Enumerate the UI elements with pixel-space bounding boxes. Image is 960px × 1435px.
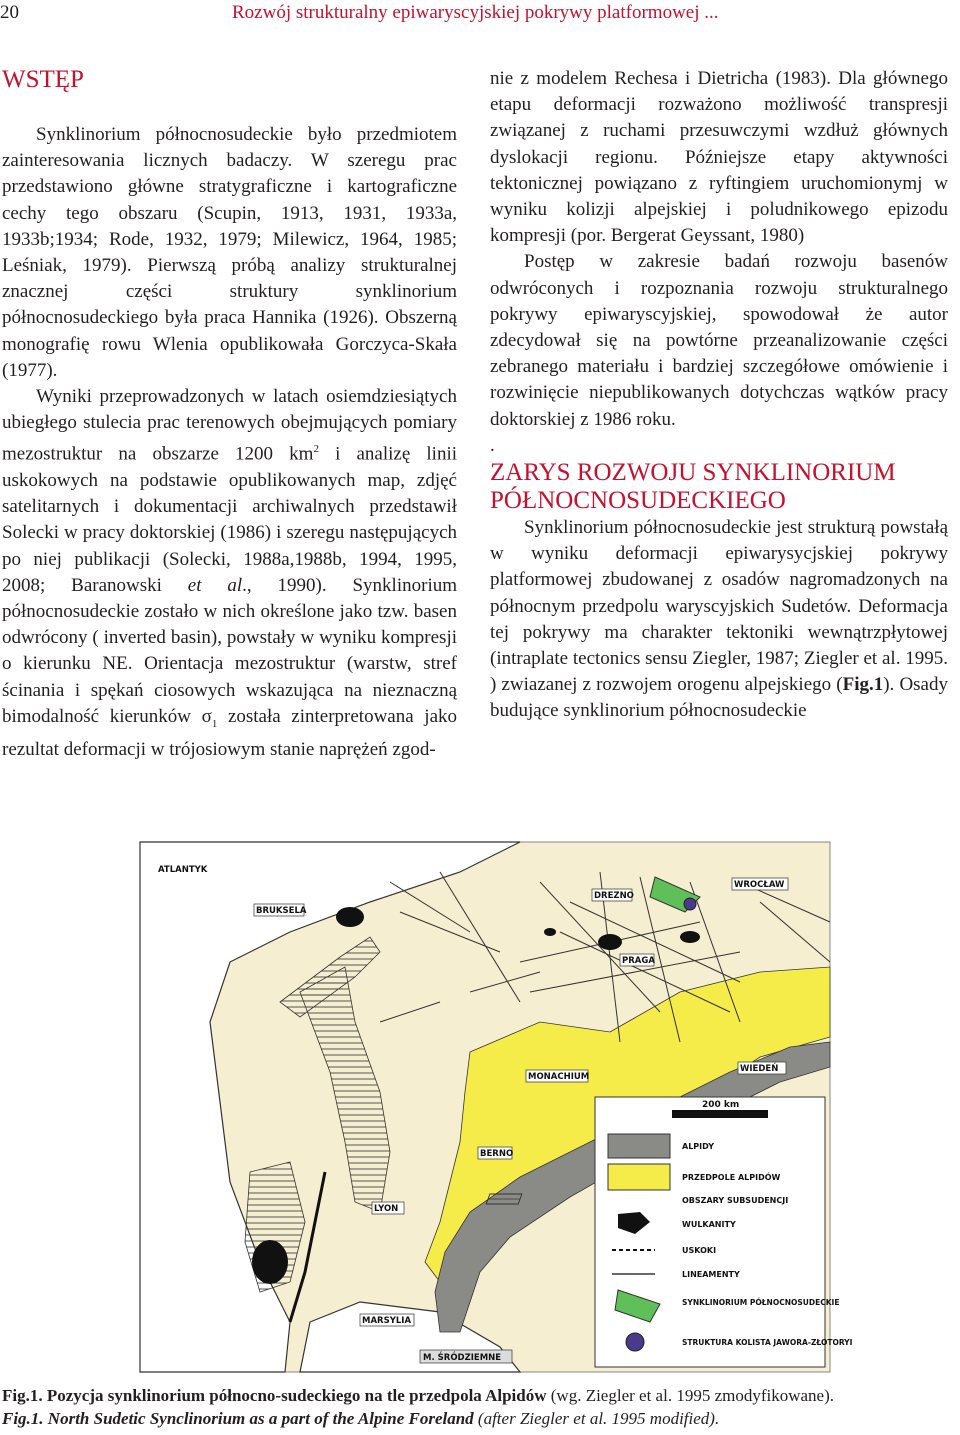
label-marsylia: MARSYLIA [362, 1316, 412, 1326]
label-wieden: WIEDEŃ [740, 1064, 779, 1074]
paragraph: Postęp w zakresie badań rozwoju basenów odwróconych i rozpoznania rozwoju strukturalnego pokrywy epiwaryscyjskiej, spowodował że autor zdecydował się na powtórne przeanalizowanie części zebranego materiału i bardziej szczegółowe omówienie i rozwinięcie niepublikowanych dotychczas wątków pracy doktorskiej z 1986 roku. [490, 251, 948, 430]
label-berno: BERNO [480, 1149, 514, 1159]
caption-english: Fig.1. North Sudetic Synclinorium as a part of the Alpine Foreland (after Ziegler et al. 1995 modified). [2, 1409, 720, 1428]
caption-polish: Fig.1. Pozycja synklinorium północno-sudeckiego na tle przedpola Alpidów (wg. Ziegler et al. 1995 zmodyfikowane). [2, 1386, 835, 1405]
section-heading-wstep: WSTĘP [2, 66, 84, 93]
section-heading-zarys: ZARYS ROZWOJU SYNKLINORIUM PÓŁNOCNOSUDECKIEGO [490, 459, 896, 515]
left-column [2, 66, 457, 763]
running-title: Rozwój strukturalny epiwaryscyjskiej pokrywy platformowej ... [232, 2, 719, 23]
svg-text:OBSZARY SUBSUDENCJI: OBSZARY SUBSUDENCJI [682, 1196, 789, 1205]
svg-text:STRUKTURA KOLISTA JAWORA-ZŁOTO: STRUKTURA KOLISTA JAWORA-ZŁOTORYI [682, 1338, 853, 1347]
svg-text:WULKANITY: WULKANITY [682, 1220, 736, 1229]
page-number: 20 [0, 2, 19, 23]
map-svg [140, 842, 853, 1372]
paragraph: nie z modelem Rechesa i Dietricha (1983). Dla głównego etapu deformacji rozważono możliwość transpresji związanej z ruchami przesuwczymi wzdłuż głównych dyslokacji regionu. Późniejsze etapy aktywności tektonicznej powiązano z ryftingiem uruchomionymj w wyniku kolizji alpejskiej i poludnikowego epizodu kompresji (por. Bergerat Geyssant, 1980) [490, 68, 948, 247]
scale-bar [672, 1110, 768, 1118]
label-morze: M. ŚRÓDZIEMNE [423, 1353, 502, 1363]
svg-text:USKOKI: USKOKI [682, 1246, 717, 1255]
svg-text:SYNKLINORIUM PÓŁNOCNOSUDECKIE: SYNKLINORIUM PÓŁNOCNOSUDECKIE [682, 1298, 840, 1307]
figure-caption [2, 1384, 958, 1430]
svg-text:LINEAMENTY: LINEAMENTY [682, 1270, 740, 1279]
label-lyon: LYON [374, 1204, 399, 1214]
svg-text:PRZEDPOLE ALPIDÓW: PRZEDPOLE ALPIDÓW [682, 1173, 781, 1182]
label-drezno: DREZNO [594, 891, 634, 901]
label-praga: PRAGA [622, 956, 655, 966]
label-atlantyk: ATLANTYK [158, 865, 208, 875]
label-monachium: MONACHIUM [528, 1072, 590, 1082]
label-wroclaw: WROCŁAW [734, 880, 785, 890]
right-column [490, 66, 948, 725]
paragraph: Synklinorium północnosudeckie było przedmiotem zainteresowania licznych badaczy. W szeregu prac przedstawiono główne stratygraficzne i kartograficzne cechy tego obszaru (Scupin, 1913, 1931, 1933a, 1933b;1934; Rode, 1932, 1979; Milewicz, 1964, 1985; Leśniak, 1979). Pierwszą próbą analizy strukturalnej znacznej części struktury synklinorium północnosudeckiego była praca Hannika (1926). Obszerną monografię rowu Wlenia opublikowała Gorczyca-Skała (1977). [2, 124, 457, 381]
paragraph: Wyniki przeprowadzonych w latach osiemdziesiątych ubiegłego stulecia prac terenowych obejmujących pomiary mezostruktur na obszarze 1200 $km^2$ i analizę linii uskokowych na podstawie opublikowanych map, zdjęć satelitarnych i dokumentacji archiwalnych przedstawił Solecki w pracy doktorskiej (1986) i szeregu następujących po niej publikacji (Solecki, 1988a,1988b, 1994, 1995, 2008; Baranowski et al., 1990). Synklinorium północnosudeckie zostało w nich określone jako tzw. basen odwrócony ( inverted basin), powstały w wyniku kompresji o kierunku NE. Orientacja mezostruktur (warstw, stref ścinania i spękań ciosowych wskazująca na nieznaczną bimodalność kierunków $\sigma_1$ została zinterpretowana jako rezultat deformacji w trójosiowym stanie naprężeń zgod- [2, 386, 458, 760]
figure-map [140, 842, 853, 1372]
ring-structure [684, 898, 696, 910]
label-bruksela: BRUKSELA [256, 906, 307, 916]
svg-text:ALPIDY: ALPIDY [682, 1142, 714, 1151]
paragraph: Synklinorium północnosudeckie jest strukturą powstałą w wyniku deformacji epiwarysycjskiej pokrywy platformowej zbudowanej z osadów nagromadzonych na północnym przedpolu waryscyjskich Sudetów. Deformacja tej pokrywy ma charakter tektoniki wewnątrzpłytowej (intraplate tectonics sensu Ziegler, 1987; Ziegler et al. 1995. ) zwiazanej z rozwojem orogenu alpejskiego (Fig.1). Osady budujące synklinorium północnosudeckie [490, 517, 948, 722]
stray-dot: . [490, 434, 495, 456]
scale-label: 200 km [702, 1100, 740, 1110]
